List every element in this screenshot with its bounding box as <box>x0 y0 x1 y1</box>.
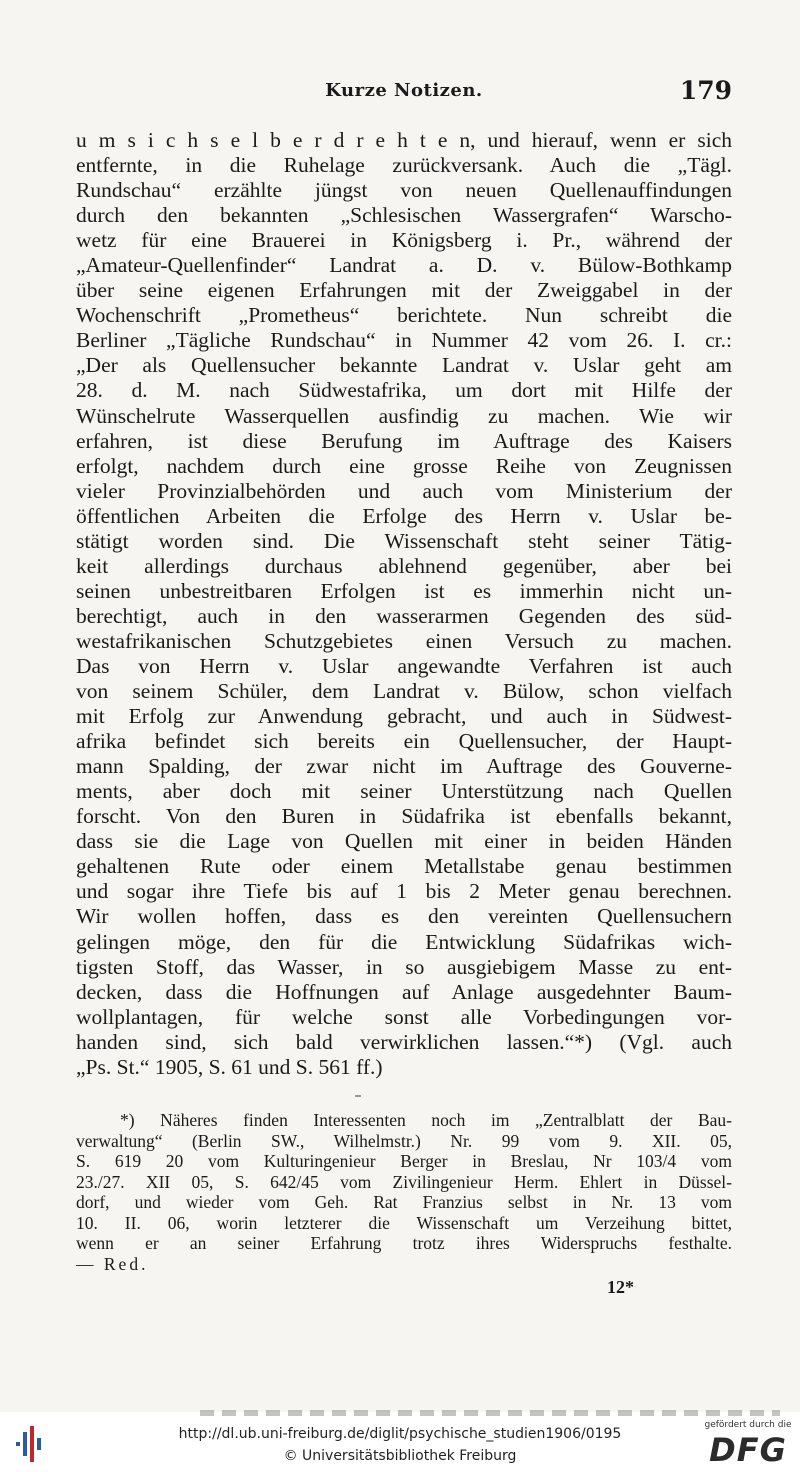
text-line: mann Spalding, der zwar nicht im Auftrage des Gouverne- <box>76 754 732 779</box>
text-line: ments, aber doch mit seiner Unterstützung nach Quellen <box>76 779 732 804</box>
text-line: erfolgt, nachdem durch eine grosse Reihe von Zeugnissen <box>76 453 732 478</box>
footnote-line: wenn er an seiner Erfahrung trotz ihres Widerspruchs festhalte. <box>76 1233 732 1253</box>
footnote-line: S. 619 20 vom Kulturingenieur Berger in Breslau, Nr 103/4 vom <box>76 1151 732 1171</box>
text-line: über seine eigenen Erfahrungen mit der Zweiggabel in der <box>76 278 732 303</box>
text-line: Wünschelrute Wasserquellen ausfindig zu machen. Wie wir <box>76 403 732 428</box>
text-line: mit Erfolg zur Anwendung gebracht, und auch in Südwest- <box>76 704 732 729</box>
footer-bar <box>0 1416 800 1472</box>
text-line: tigsten Stoff, das Wasser, in so ausgiebigem Masse zu ent- <box>76 954 732 979</box>
text-line: vieler Provinzialbehörden und auch vom Ministerium der <box>76 478 732 503</box>
dfg-logo-block <box>702 1420 794 1468</box>
text-line: 28. d. M. nach Südwestafrika, um dort mit Hilfe der <box>76 378 732 403</box>
text-line: Berliner „Tägliche Rundschau“ in Nummer 42 vom 26. I. cr.: <box>76 328 732 353</box>
text-line: Das von Herrn v. Uslar angewandte Verfahren ist auch <box>76 653 732 678</box>
footnote-line: 10. II. 06, worin letzterer die Wissenschaft um Verzeihung bittet, <box>76 1212 732 1233</box>
page-header <box>76 78 732 110</box>
footnote-line: *) Näheres finden Interessenten noch im „Zentralblatt der Bau- <box>120 1110 732 1130</box>
text-line: wollplantagen, für welche sonst alle Vorbedingungen vor- <box>76 1004 732 1029</box>
text-line: „Amateur-Quellenfinder“ Landrat a. D. v. Bülow-Bothkamp <box>76 253 732 278</box>
text-line: „Der als Quellensucher bekannte Landrat v. Uslar geht am <box>76 353 732 378</box>
text-line: entfernte, in die Ruhelage zurückversank. Auch die „Tägl. <box>76 153 732 178</box>
separator-mark <box>355 1095 361 1097</box>
footnote-line: verwaltung“ (Berlin SW., Wilhelmstr.) Nr. 99 vom 9. XII. 05, <box>76 1130 732 1151</box>
text-line: berechtigt, auch in den wasserarmen Gegenden des süd- <box>76 603 732 628</box>
text-line: handen sind, sich bald verwirklichen lassen.“*) (Vgl. auch <box>76 1029 732 1054</box>
text-line: stätigt worden sind. Die Wissenschaft steht seiner Tätig- <box>76 528 732 553</box>
text-line: von seinem Schüler, dem Landrat v. Bülow, schon vielfach <box>76 679 732 704</box>
copyright-text: © Universitätsbibliothek Freiburg <box>283 1448 517 1464</box>
text-line: seinen unbestreitbaren Erfolgen ist es immerhin nicht un- <box>76 578 732 603</box>
text-line-last: „Ps. St.“ 1905, S. 61 und S. 561 ff.) <box>76 1054 383 1079</box>
footnote-block <box>76 1110 732 1274</box>
text-line: forscht. Von den Buren in Südafrika ist ebenfalls bekannt, <box>76 804 732 829</box>
text-line: Wochenschrift „Prometheus“ berichtete. Nun schreibt die <box>76 303 732 328</box>
text-line: dass sie die Lage von Quellen mit einer in beiden Händen <box>76 829 732 854</box>
footnote-signature: — Red. <box>76 1253 149 1274</box>
footnote-line: dorf, und wieder vom Geh. Rat Franzius selbst in Nr. 13 vom <box>76 1192 732 1212</box>
text-line: gelingen möge, den für die Entwicklung Südafrikas wich- <box>76 929 732 954</box>
text-line: durch den bekannten „Schlesischen Wassergrafen“ Warscho- <box>76 203 732 228</box>
body-text <box>76 128 732 1080</box>
text-line: decken, dass die Hoffnungen auf Anlage ausgedehnter Baum- <box>76 979 732 1004</box>
text-line: afrika befindet sich bereits ein Quellensucher, der Haupt- <box>76 729 732 754</box>
footnote-line: 23./27. XII 05, S. 642/45 vom Zivilingenieur Herm. Ehlert in Düssel- <box>76 1171 732 1192</box>
text-line: öffentlichen Arbeiten die Erfolge des Herrn v. Uslar be- <box>76 503 732 528</box>
text-line: wetz für eine Brauerei in Königsberg i. Pr., während der <box>76 228 732 253</box>
text-line: u m s i c h s e l b e r d r e h t e n, und hierauf, wenn er sich <box>76 128 732 152</box>
text-line: Wir wollen hoffen, dass es den vereinten Quellensuchern <box>76 904 732 929</box>
text-line: erfahren, ist diese Berufung im Auftrage des Kaisers <box>76 428 732 453</box>
text-line: Rundschau“ erzählte jüngst von neuen Quellenauffindungen <box>76 178 732 203</box>
page-number: 179 <box>679 76 732 105</box>
text-line: gehaltenen Rute oder einem Metallstabe genau bestimmen <box>76 854 732 879</box>
permalink-url[interactable]: http://dl.ub.uni-freiburg.de/diglit/psychische_studien1906/0195 <box>178 1426 622 1442</box>
text-line: westafrikanischen Schutzgebietes einen Versuch zu machen. <box>76 628 732 653</box>
text-line: keit allerdings durchaus ablehnend gegenüber, aber bei <box>76 553 732 578</box>
dfg-caption: gefördert durch die <box>704 1420 792 1430</box>
running-head: Kurze Notizen. <box>325 80 483 101</box>
text-line: und sogar ihre Tiefe bis auf 1 bis 2 Meter genau berechnen. <box>76 879 732 904</box>
signature-mark: 12* <box>607 1277 634 1297</box>
dfg-logo-icon: DFG <box>709 1431 787 1469</box>
